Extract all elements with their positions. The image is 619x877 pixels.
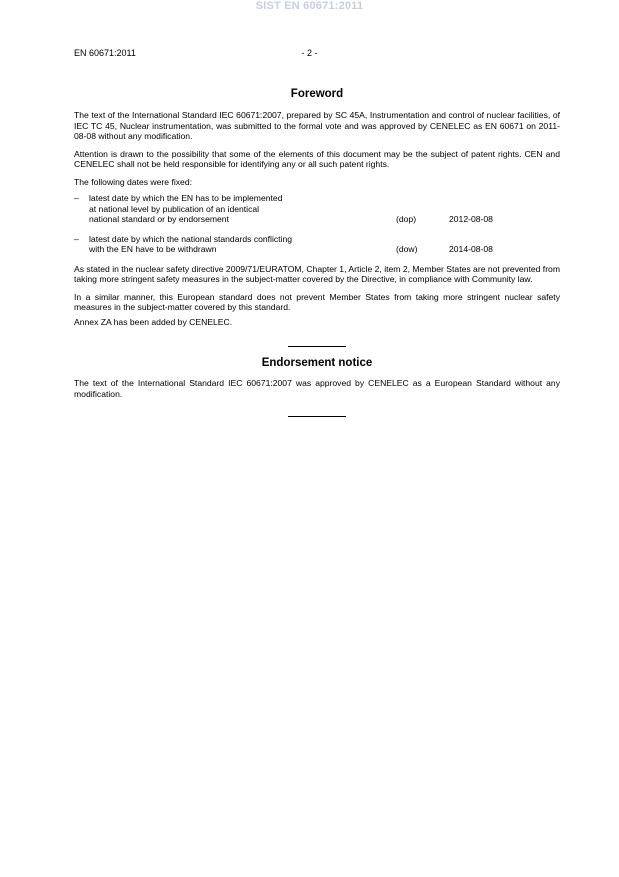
date-value: 2014-08-08 <box>449 244 493 254</box>
date-item-text-line: with the EN have to be withdrawn (dow) 2014-08-08 <box>89 244 493 254</box>
list-dash: – <box>74 233 79 244</box>
section-divider <box>288 346 346 347</box>
foreword-paragraph-2: Attention is drawn to the possibility that some of the elements of this document may be the subject of patent rights. CEN and CENELEC shall not be held responsible for identifying any or all such patent rights. <box>74 148 560 169</box>
endorsement-title: Endorsement notice <box>261 357 373 369</box>
document-id: EN 60671:2011 <box>74 48 136 58</box>
foreword-paragraph-5: Annex ZA has been added by CENELEC. <box>74 316 233 327</box>
list-dash: – <box>74 193 79 203</box>
dates-intro: The following dates were fixed: <box>74 176 192 187</box>
date-item-text-line: national standard or by endorsement (dop) 2012-08-08 <box>89 214 493 224</box>
date-value: 2012-08-08 <box>449 214 493 224</box>
date-item-dow <box>74 234 560 255</box>
watermark: SIST EN 60671:2011 <box>255 0 364 12</box>
date-abbreviation: (dow) <box>396 244 418 254</box>
page-content <box>74 87 560 417</box>
date-item-dop <box>74 193 560 225</box>
foreword-paragraph-3: As stated in the nuclear safety directive 2009/71/EURATOM, Chapter 1, Article 2, item 2, Member States are not prevented from taking more stringent safety measures in the subject-matter covered by the Directive, in compliance with Community law. <box>74 263 560 284</box>
end-divider <box>288 416 346 417</box>
date-item-text-line: at national level by publication of an identical <box>89 203 260 214</box>
date-abbreviation: (dop) <box>396 214 417 224</box>
date-item-text-line: latest date by which the national standards conflicting <box>89 233 293 244</box>
date-item-text-line: latest date by which the EN has to be implemented <box>89 193 283 203</box>
dates-list <box>74 193 560 255</box>
foreword-paragraph-1: The text of the International Standard IEC 60671:2007, prepared by SC 45A, Instrumentation and control of nuclear facilities, of IEC TC 45, Nuclear instrumentation, was submitted to the formal vote and was approved by CENELEC as EN 60671 on 2011-08-08 without any modification. <box>74 110 560 141</box>
page-number: - 2 - <box>301 48 318 58</box>
foreword-paragraph-4: In a similar manner, this European standard does not prevent Member States from taking more stringent nuclear safety measures in the subject-matter covered by this standard. <box>74 291 560 312</box>
endorsement-text: The text of the International Standard IEC 60671:2007 was approved by CENELEC as a European Standard without any modification. <box>74 378 560 399</box>
foreword-title: Foreword <box>290 88 344 100</box>
